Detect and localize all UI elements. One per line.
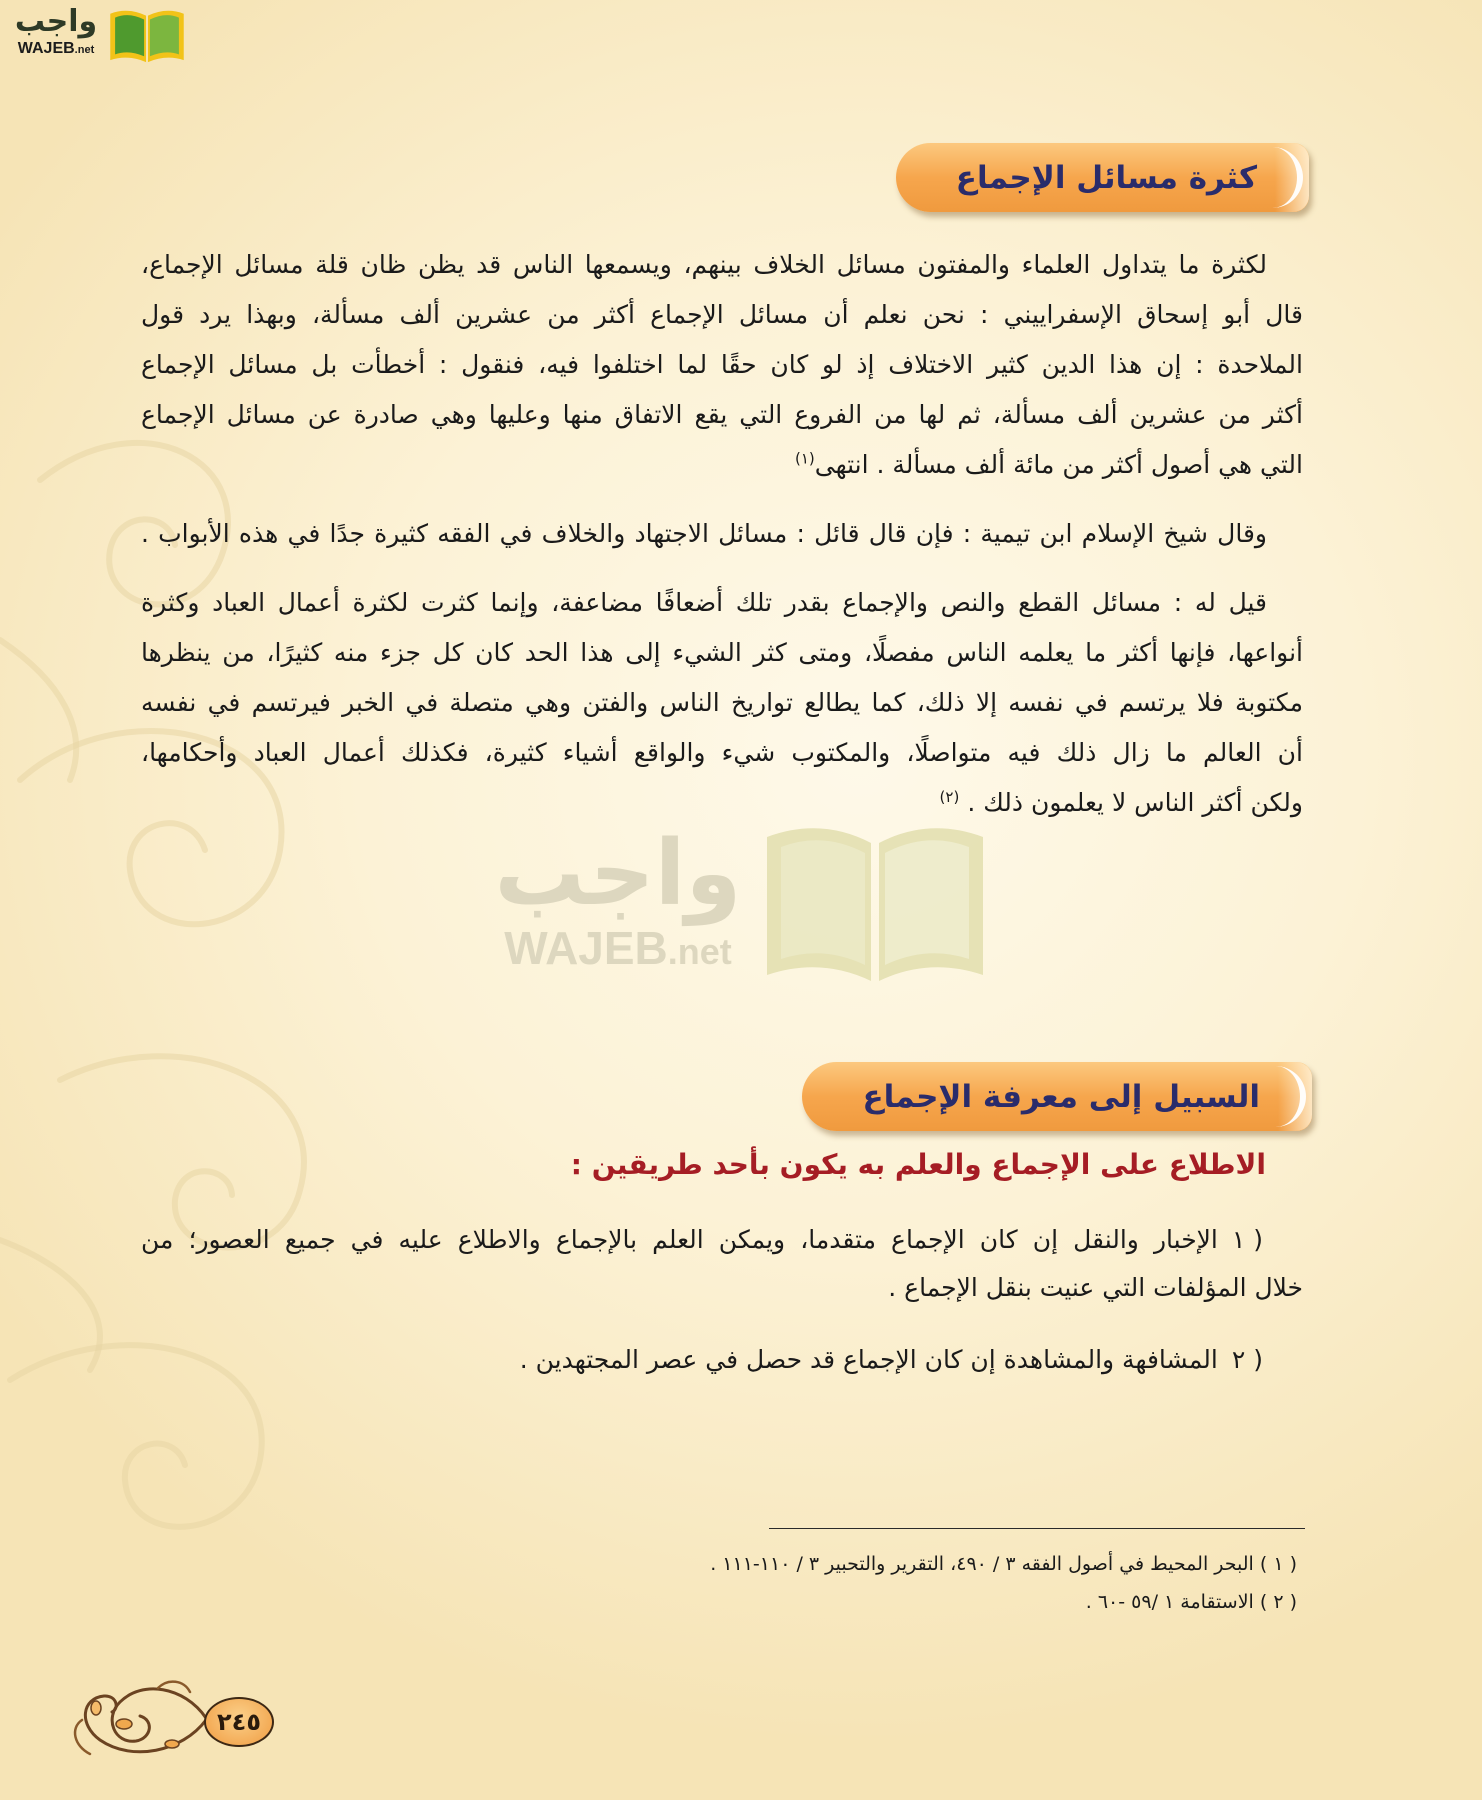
paragraph-1: [141, 240, 1303, 490]
footnote: ( ١ ) البحر المحيط في أصول الفقه ٣ / ٤٩٠، التقرير والتحبير ٣ / ١١٠-١١١ .: [710, 1553, 1297, 1575]
list-item-line: [141, 1336, 1303, 1384]
logo-text: [8, 4, 104, 59]
watermark-text: [490, 821, 746, 978]
paragraph-3: [141, 578, 1303, 828]
paragraph-line: قيل له : مسائل القطع والنص والإجماع بقدر تلك أضعافًا مضاعفة، وإنما كثرت لكثرة أعمال العباد وكثرة: [141, 588, 1267, 617]
footnote-divider: [769, 1528, 1305, 1529]
wajeb-logo: [8, 4, 190, 66]
paragraph-line: أكثر من عشرين ألف مسألة، ثم لها من الفروع التي يقع الاتفاق منها وعليها وهي صادرة عن مسائل الإجماع: [141, 400, 1303, 429]
footnote: ( ٢ ) الاستقامة ١ /٥٩ -٦٠ .: [1085, 1591, 1297, 1613]
logo-tld: .net: [74, 44, 95, 56]
list-item-line: [141, 1216, 1303, 1264]
section-subheading: الاطلاع على الإجماع والعلم به يكون بأحد طريقين :: [570, 1148, 1266, 1181]
paragraph-line: أن العالم ما زال ذلك فيه متواصلًا، والمكتوب شيء والواقع أشياء كثيرة، فكذلك أعمال العباد وأحكامها،: [141, 738, 1303, 767]
list-item: [141, 1216, 1303, 1312]
page-ornament: [60, 1668, 210, 1768]
list-item-number: ١ ): [1231, 1225, 1263, 1254]
paragraph-line: لكثرة ما يتداول العلماء والمفتون مسائل الخلاف بينهم، ويسمعها الناس قد يظن ظان قلة مسائل الإجماع،: [141, 250, 1267, 279]
list-item-text: الإخبار والنقل إن كان الإجماع متقدما، ويمكن العلم بالإجماع والاطلاع عليه في جميع العصور؛ من: [141, 1225, 1218, 1254]
section-1-body: [141, 240, 1303, 847]
paragraph-line: [141, 440, 1303, 490]
logo-arabic-name: واجب: [14, 4, 98, 39]
list-item-text: المشافهة والمشاهدة إن كان الإجماع قد حصل في عصر المجتهدين .: [519, 1345, 1218, 1374]
watermark-tld: .net: [667, 931, 732, 972]
watermark-latin: [490, 922, 746, 978]
watermark-latin-word: WAJEB: [504, 922, 668, 974]
methods-list: [141, 1216, 1303, 1384]
paragraph-line-text: التي هي أصول أكثر من مائة ألف مسألة . انتهى: [814, 450, 1303, 479]
logo-latin-word: WAJEB: [17, 40, 75, 57]
paragraph-line: أنواعها، فإنها أكثر ما يعلمه الناس مفصلًا، ومتى كثر الشيء إلى هذا الحد كان كل جزء منه كثيرًا، من ينظرها: [141, 638, 1303, 667]
watermark-arabic: واجب: [494, 821, 742, 926]
section-heading-pill: [802, 1062, 1312, 1131]
paragraph-line: الملاحدة : إن هذا الدين كثير الاختلاف إذ لو كان حقًا لما اختلفوا فيه، فنقول : أخطأت بل مسائل الإجماع: [141, 350, 1303, 379]
footnote-marker-2: (٢): [939, 787, 960, 806]
book-icon: [107, 6, 187, 64]
paragraph-line-text: ولكن أكثر الناس لا يعلمون ذلك .: [967, 788, 1303, 817]
footnotes: [710, 1545, 1297, 1621]
page-number: ٢٤٥: [204, 1697, 274, 1747]
logo-latin-name: [8, 40, 104, 59]
paragraph-line: مكتوبة فلا يرتسم في نفسه إلا ذلك، كما يطالع تواريخ الناس والفتن وهي متصلة في الخبر فيرتسم في نفسه: [141, 688, 1303, 717]
section-title: السبيل إلى معرفة الإجماع: [862, 1078, 1260, 1115]
paragraph-line: قال أبو إسحاق الإسفراييني : نحن نعلم أن مسائل الإجماع أكثر من عشرين ألف مسألة، وبهذا يرد قول: [141, 300, 1303, 329]
list-item: [141, 1336, 1303, 1384]
paragraph-line: وقال شيخ الإسلام ابن تيمية : فإن قال قائل : مسائل الاجتهاد والخلاف في الفقه كثيرة جدًا في هذه الأبواب .: [141, 519, 1267, 548]
section-heading-pill: [896, 143, 1309, 212]
list-item-number: ٢ ): [1231, 1345, 1263, 1374]
watermark-book-icon: [763, 815, 987, 985]
footnote-marker-1: (١): [794, 449, 815, 468]
section-title: كثرة مسائل الإجماع: [955, 159, 1257, 196]
list-item-line: خلال المؤلفات التي عنيت بنقل الإجماع .: [888, 1273, 1303, 1302]
paragraph-2: [141, 509, 1303, 559]
